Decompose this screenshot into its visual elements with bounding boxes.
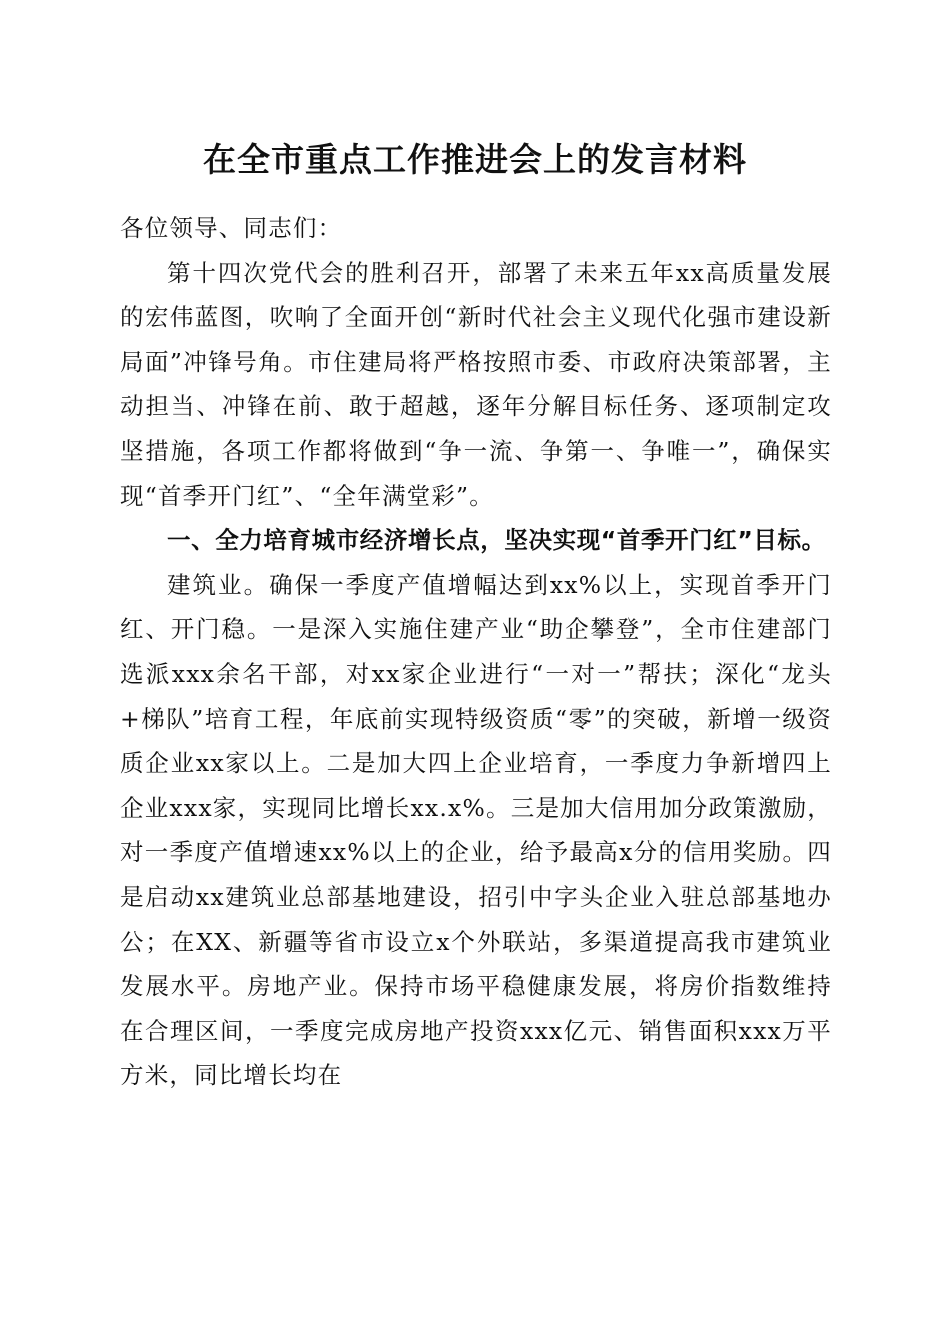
document-title: 在全市重点工作推进会上的发言材料 [203, 140, 747, 179]
document-body [120, 206, 832, 1098]
section-heading-1: 一、全力培育城市经济增长点，坚决实现“首季开门红”目标。 [167, 526, 826, 555]
intro-paragraph: 第十四次党代会的胜利召开，部署了未来五年xx高质量发展的宏伟蓝图，吹响了全面开创“新时代社会主义现代化强市建设新局面”冲锋号角。市住建局将严格按照市委、市政府决策部署，主动担当、冲锋在前、敢于超越，逐年分解目标任务、逐项制定攻坚措施，各项工作都将做到“争一流、争第一、争唯一”，确保实现“首季开门红”、“全年满堂彩”。 [120, 258, 832, 510]
salutation: 各位领导、同志们： [120, 214, 343, 242]
construction-paragraph: 建筑业。确保一季度产值增幅达到xx%以上，实现首季开门红、开门稳。一是深入实施住建产业“助企攀登”，全市住建部门选派xxx余名干部，对xx家企业进行“一对一”帮扶；深化“龙头+梯队”培育工程，年底前实现特级资质“零”的突破，新增一级资质企业xx家以上。二是加大四上企业培育，一季度力争新增四上企业xxx家，实现同比增长xx.x%。三是加大信用加分政策激励，对一季度产值增速xx%以上的企业，给予最高x分的信用奖励。四是启动xx建筑业总部基地建设，招引中字头企业入驻总部基地办公；在XX、新疆等省市设立x个外联站，多渠道提高我市建筑业发展水平。房地产业。保持市场平稳健康发展，将房价指数维持在合理区间，一季度完成房地产投资xxx亿元、销售面积xxx万平方米，同比增长均在 [120, 570, 832, 1090]
